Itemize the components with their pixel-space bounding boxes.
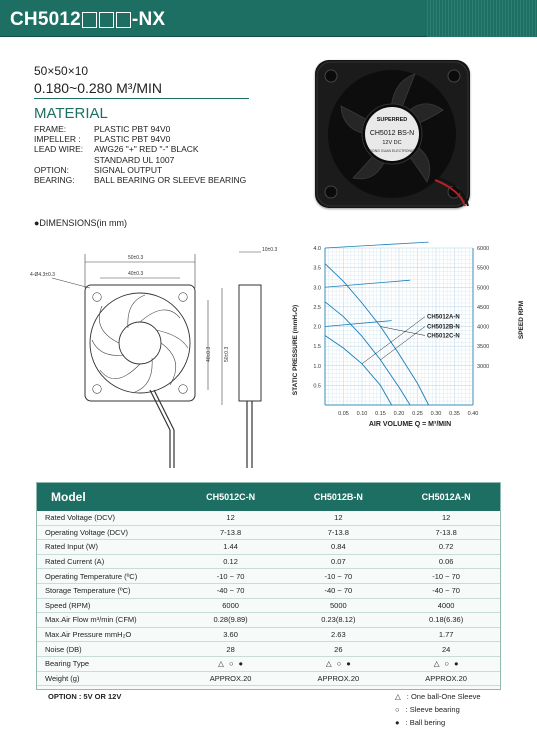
- material-heading: MATERIAL: [34, 105, 108, 122]
- cell-value: 12: [334, 513, 343, 523]
- page-title: [10, 9, 165, 31]
- series-label: CH5012C-N: [427, 333, 460, 340]
- cell-value: APPROX.20: [317, 673, 360, 683]
- cell-value: 26: [334, 644, 343, 654]
- cell-value: -10 ~ 70: [324, 571, 353, 581]
- photo-small-text: DONG GUAN ELECTRONIC: [369, 149, 415, 153]
- y-tick-label: 1.0: [313, 363, 321, 370]
- x-tick-label: 0.35: [449, 411, 460, 417]
- fan-photo: [315, 60, 470, 208]
- row-label: Max.Air Flow m³/min (CFM): [45, 615, 137, 625]
- cell-value: 1.44: [223, 542, 238, 552]
- series-label: CH5012B-N: [427, 324, 460, 331]
- model-suffix: -NX: [131, 9, 166, 30]
- table-row: [37, 628, 500, 643]
- cell-value: 5000: [330, 600, 347, 610]
- model-prefix: CH5012: [10, 9, 81, 30]
- spec-key: LEAD WIRE:: [34, 144, 84, 155]
- spec-key: IMPELLER :: [34, 134, 81, 145]
- fan-illustration: [315, 60, 470, 208]
- series-label: CH5012A-N: [427, 314, 460, 321]
- y-tick-label: 3.5: [313, 265, 321, 272]
- filled-circle-icon: ●: [346, 659, 351, 669]
- table-row: [37, 672, 500, 687]
- spec-row: [34, 134, 246, 144]
- width-inner-dim: 40±0.3: [128, 271, 144, 277]
- table-row: [37, 613, 500, 628]
- placeholder-box-3: [116, 12, 131, 28]
- table-header: [37, 483, 500, 511]
- circle-icon: ○: [444, 659, 449, 669]
- y2-axis-label: SPEED RPM: [518, 300, 525, 340]
- y2-tick-label: 4500: [477, 304, 490, 311]
- x-tick-label: 0.05: [338, 411, 349, 417]
- y2-tick-label: 5000: [477, 285, 490, 292]
- legend-item: [395, 703, 481, 716]
- triangle-icon: △: [433, 659, 440, 669]
- width-outer-dim: 50±0.3: [128, 255, 144, 261]
- header-col-b: CH5012B-N: [313, 492, 363, 502]
- spec-row: [34, 165, 246, 175]
- cell-value: 6000: [222, 600, 239, 610]
- table-row: [37, 540, 500, 555]
- performance-chart: [285, 240, 525, 435]
- spec-value: AWG26 "+" RED "-" BLACK: [94, 144, 199, 155]
- hole-dim: 4-Ø4.3±0.3: [30, 272, 55, 278]
- y-tick-label: 1.5: [313, 344, 321, 351]
- y-tick-label: 0.5: [313, 383, 321, 390]
- leader-line: [362, 317, 425, 364]
- bearing-cell: [284, 659, 392, 668]
- cell-value: 0.18(6.36): [429, 615, 464, 625]
- filled-circle-icon: ●: [454, 659, 459, 669]
- circle-icon: ○: [395, 705, 400, 714]
- row-label: Operating Temperature (ºC): [45, 571, 138, 581]
- y2-tick-label: 3000: [477, 363, 490, 370]
- legend-text: : One ball-One Sleeve: [406, 692, 481, 701]
- header-col-a: CH5012A-N: [421, 492, 471, 502]
- y-tick-label: 2.0: [313, 324, 321, 331]
- cell-value: 24: [441, 644, 451, 654]
- header-col-c: CH5012C-N: [206, 492, 256, 502]
- spec-row: [34, 144, 246, 154]
- filled-circle-icon: ●: [238, 659, 243, 669]
- cell-value: -40 ~ 70: [324, 586, 353, 596]
- bearing-legend: [395, 690, 481, 729]
- size-text: 50×50×10: [34, 64, 89, 78]
- y-tick-label: 4.0: [313, 246, 321, 252]
- spec-value: STANDARD UL 1007: [94, 154, 175, 165]
- cell-value: 12: [226, 513, 235, 523]
- cell-value: -40 ~ 70: [216, 586, 245, 596]
- y2-tick-label: 6000: [477, 246, 490, 252]
- spec-key: OPTION:: [34, 164, 69, 175]
- table-row: [37, 599, 500, 614]
- y-axis-label: STATIC PRESSURE (mmH₂O): [292, 304, 299, 396]
- filled-circle-icon: ●: [395, 718, 400, 727]
- photo-model: CH5012 BS-N: [369, 130, 415, 137]
- cell-value: 3.60: [223, 630, 238, 640]
- row-label: Rated Current (A): [45, 557, 105, 567]
- table-row: [37, 526, 500, 541]
- cell-value: 7-13.8: [219, 527, 242, 537]
- row-label: Weight (g): [45, 673, 80, 683]
- cell-value: 0.28(9.89): [213, 615, 248, 625]
- row-label: Operating Voltage (DCV): [45, 527, 128, 537]
- row-label: Bearing Type: [45, 659, 90, 669]
- legend-item: [395, 716, 481, 729]
- spec-key: FRAME:: [34, 124, 67, 134]
- cell-value: -40 ~ 70: [432, 586, 460, 596]
- speed-curve: [325, 280, 410, 287]
- spec-value: SIGNAL OUTPUT: [94, 164, 163, 175]
- row-label: Storage Temperature (ºC): [45, 586, 131, 596]
- table-row: [37, 569, 500, 584]
- triangle-icon: △: [218, 659, 224, 669]
- dimension-drawing: [30, 240, 280, 470]
- table-body: [37, 511, 500, 686]
- x-tick-label: 0.30: [430, 411, 442, 417]
- dimensions-label: ●DIMENSIONS(in mm): [34, 218, 127, 228]
- cell-value: -10 ~ 70: [432, 571, 460, 581]
- y2-tick-label: 4000: [477, 324, 490, 331]
- spec-key: BEARING:: [34, 175, 75, 186]
- circle-icon: ○: [228, 659, 234, 669]
- y2-tick-label: 3500: [477, 344, 490, 351]
- spec-value: BALL BEARING OR SLEEVE BEARING: [94, 175, 247, 186]
- x-tick-label: 0.15: [375, 411, 386, 417]
- cell-value: 2.63: [331, 630, 346, 640]
- x-tick-label: 0.10: [356, 411, 368, 417]
- placeholder-box-2: [99, 12, 114, 28]
- table-row: [37, 657, 500, 672]
- header-model: Model: [51, 490, 86, 504]
- row-label: Rated Input (W): [45, 542, 98, 552]
- photo-brand: SUPERRED: [376, 117, 408, 123]
- pressure-curve-ch5012b-n: [325, 302, 410, 405]
- cell-value: 0.06: [438, 557, 454, 567]
- material-spec: [34, 124, 246, 185]
- cell-value: 0.72: [438, 542, 454, 552]
- row-label: Rated Voltage (DCV): [45, 513, 116, 523]
- cell-value: 0.12: [223, 557, 238, 567]
- thickness-dim: 10±0.3: [262, 247, 278, 253]
- y-tick-label: 2.5: [313, 304, 321, 311]
- table-row: [37, 642, 500, 657]
- header-bar: [0, 0, 537, 37]
- x-axis-label: AIR VOLUME Q = M³/MIN: [368, 421, 452, 428]
- option-note: OPTION : 5V OR 12V: [48, 692, 122, 701]
- spec-row: [34, 124, 246, 134]
- photo-voltage: 12V DC: [382, 140, 402, 146]
- bearing-cell: [177, 659, 285, 668]
- circle-icon: ○: [336, 659, 342, 669]
- height-inner-dim: 40±0.3: [206, 346, 212, 362]
- divider: [34, 98, 249, 99]
- x-tick-label: 0.40: [467, 411, 479, 417]
- spec-table: [36, 482, 501, 690]
- spec-value: PLASTIC PBT 94V0: [94, 124, 171, 134]
- cell-value: -10 ~ 70: [216, 571, 245, 581]
- cell-value: 12: [441, 513, 451, 523]
- x-tick-label: 0.25: [412, 411, 423, 417]
- cell-value: 28: [226, 644, 235, 654]
- bearing-cell: [392, 659, 500, 668]
- row-label: Max.Air Pressure mmH₂O: [45, 630, 132, 640]
- cell-value: 1.77: [438, 630, 454, 640]
- cell-value: 7-13.8: [435, 527, 457, 537]
- header-stripe: [427, 0, 537, 37]
- cell-value: APPROX.20: [425, 673, 467, 683]
- y-tick-label: 3.0: [313, 285, 321, 292]
- table-row: [37, 555, 500, 570]
- cell-value: 0.23(8.12): [321, 615, 356, 625]
- height-outer-dim: 50±0.3: [224, 346, 230, 362]
- cell-value: 0.07: [331, 557, 346, 567]
- spec-key: [34, 155, 94, 165]
- table-row: [37, 584, 500, 599]
- spec-row: [34, 175, 246, 185]
- cell-value: APPROX.20: [209, 673, 252, 683]
- row-label: Noise (DB): [45, 644, 82, 654]
- x-tick-label: 0.20: [393, 411, 405, 417]
- spec-row: [34, 155, 246, 165]
- triangle-icon: △: [325, 659, 332, 669]
- airflow-text: 0.180~0.280 M³/MIN: [34, 80, 163, 96]
- row-label: Speed (RPM): [45, 600, 91, 610]
- cell-value: 7-13.8: [327, 527, 349, 537]
- legend-item: [395, 690, 481, 703]
- cell-value: 0.84: [331, 542, 346, 552]
- table-row: [37, 511, 500, 526]
- legend-text: : Ball bering: [405, 718, 446, 727]
- spec-value: PLASTIC PBT 94V0: [94, 134, 171, 145]
- legend-text: : Sleeve bearing: [405, 705, 460, 714]
- placeholder-box-1: [82, 12, 97, 28]
- y2-tick-label: 5500: [477, 265, 490, 272]
- cell-value: 4000: [437, 600, 455, 610]
- speed-curve: [325, 242, 429, 248]
- triangle-icon: △: [395, 692, 401, 701]
